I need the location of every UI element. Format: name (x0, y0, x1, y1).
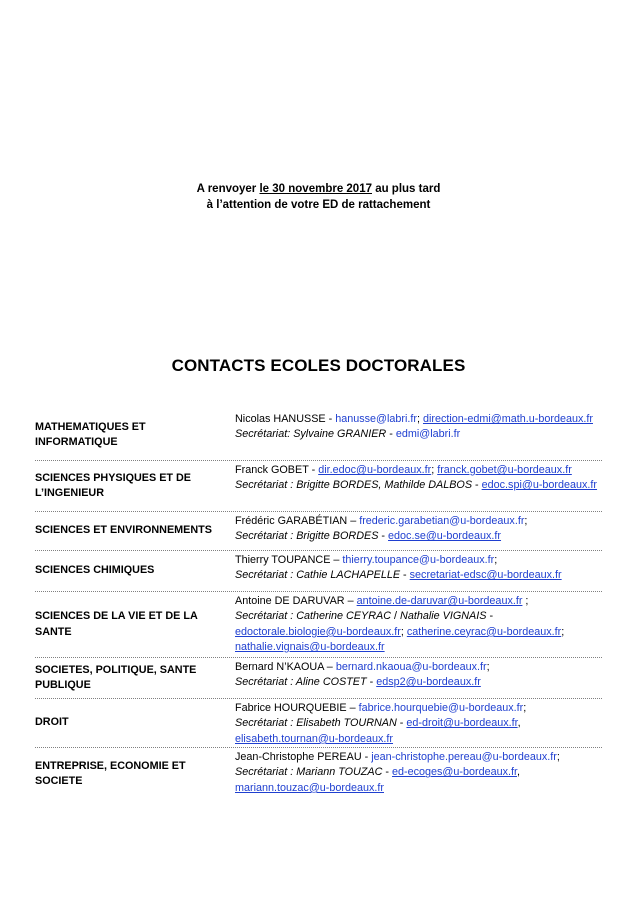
email-link[interactable]: secretariat-edsc@u-bordeaux.fr (409, 569, 562, 582)
secretariat-line: Secrétariat : Elisabeth TOURNAN - ed-droit@u-bordeaux.fr, (235, 717, 521, 730)
table-row (35, 748, 602, 800)
secretariat-line: Secrétariat : Cathie LACHAPELLE - secretariat-edsc@u-bordeaux.fr (235, 569, 562, 582)
director-line: Jean-Christophe PEREAU - jean-christophe.pereau@u-bordeaux.fr; (235, 751, 560, 763)
contact-info (235, 699, 602, 747)
secretariat-line: Secrétariat : Brigitte BORDES, Mathilde DALBOS - edoc.spi@u-bordeaux.fr (235, 479, 598, 492)
director-line: Bernard N’KAOUA – bernard.nkaoua@u-bordeaux.fr; (235, 661, 490, 673)
email-link[interactable]: jean-christophe.pereau@u-bordeaux.fr (371, 751, 557, 763)
secretariat-line: Secrétariat : Mariann TOUZAC - ed-ecoges@u-bordeaux.fr, (235, 766, 521, 779)
email-link[interactable]: ed-ecoges@u-bordeaux.fr (392, 766, 518, 779)
table-row (35, 592, 602, 658)
table-row (35, 461, 602, 512)
email-link[interactable]: antoine.de-daruvar@u-bordeaux.fr (356, 595, 523, 607)
email-link[interactable]: edoc.spi@u-bordeaux.fr (481, 479, 598, 492)
contact-info (235, 512, 602, 550)
school-name: SCIENCES CHIMIQUES (35, 564, 155, 577)
school-name: SCIENCES PHYSIQUES ET DE L’INGENIEUR (35, 471, 191, 499)
email-link[interactable]: edoctorale.biologie@u-bordeaux.fr (235, 625, 401, 638)
table-row (35, 551, 602, 592)
email-line (235, 781, 602, 796)
table-row (35, 699, 602, 748)
school-name: SCIENCES DE LA VIE ET DE LA SANTE (35, 610, 198, 638)
email-link[interactable]: fabrice.hourquebie@u-bordeaux.fr (358, 702, 524, 714)
email-link[interactable]: mariann.touzac@u-bordeaux.fr (235, 781, 384, 794)
director-line: Antoine DE DARUVAR – antoine.de-daruvar@u-bordeaux.fr ; (235, 595, 529, 607)
table-row (35, 658, 602, 699)
email-link[interactable]: dir.edoc@u-bordeaux.fr (318, 464, 432, 476)
secretariat-line: Secrétariat : Catherine CEYRAC / Nathalie VIGNAIS - (235, 610, 494, 623)
secretariat-line: Secrétariat : Brigitte BORDES - edoc.se@u-bordeaux.fr (235, 530, 502, 543)
school-name: DROIT (35, 716, 69, 729)
table-row (35, 512, 602, 551)
contact-info (235, 551, 602, 591)
email-line (235, 732, 602, 747)
school-name: MATHEMATIQUES ET INFORMATIQUE (35, 420, 146, 448)
email-link[interactable]: bernard.nkaoua@u-bordeaux.fr (335, 661, 487, 673)
email-link[interactable]: edoc.se@u-bordeaux.fr (388, 530, 502, 543)
contact-info (235, 592, 602, 657)
email-link[interactable]: thierry.toupance@u-bordeaux.fr (342, 554, 495, 566)
email-link[interactable]: edmi@labri.fr (395, 428, 461, 441)
deadline-date: le 30 novembre 2017 (259, 183, 372, 195)
school-name: ENTREPRISE, ECONOMIE ET SOCIETE (35, 759, 186, 787)
email-link[interactable]: catherine.ceyrac@u-bordeaux.fr (406, 625, 562, 638)
page-title: CONTACTS ECOLES DOCTORALES (171, 356, 466, 375)
contact-info (235, 748, 602, 800)
secretariat-line: Secrétariat : Aline COSTET - edsp2@u-bordeaux.fr (235, 676, 481, 689)
director-line: Frédéric GARABÉTIAN – frederic.garabetian@u-bordeaux.fr; (235, 515, 528, 527)
email-link[interactable]: franck.gobet@u-bordeaux.fr (437, 464, 572, 476)
email-line: edoctorale.biologie@u-bordeaux.fr; catherine.ceyrac@u-bordeaux.fr; (235, 625, 565, 638)
director-line: Franck GOBET - dir.edoc@u-bordeaux.fr; franck.gobet@u-bordeaux.fr (235, 464, 572, 476)
email-link[interactable]: direction-edmi@math.u-bordeaux.fr (422, 413, 593, 425)
return-notice (0, 181, 637, 213)
email-line (235, 640, 602, 655)
contact-info (235, 461, 602, 511)
email-link[interactable]: ed-droit@u-bordeaux.fr (406, 717, 518, 730)
contacts-table (35, 410, 602, 800)
table-row (35, 410, 602, 461)
school-name: SCIENCES ET ENVIRONNEMENTS (35, 524, 212, 537)
secretariat-line: Secrétariat: Sylvaine GRANIER - edmi@labri.fr (235, 428, 461, 441)
school-name: SOCIETES, POLITIQUE, SANTE PUBLIQUE (35, 663, 197, 691)
director-line: Fabrice HOURQUEBIE – fabrice.hourquebie@u-bordeaux.fr; (235, 702, 527, 714)
email-link[interactable]: frederic.garabetian@u-bordeaux.fr (359, 515, 525, 527)
director-line: Thierry TOUPANCE – thierry.toupance@u-bordeaux.fr; (235, 554, 498, 566)
email-link[interactable]: edsp2@u-bordeaux.fr (376, 676, 481, 689)
contact-info (235, 410, 602, 460)
email-link[interactable]: nathalie.vignais@u-bordeaux.fr (235, 641, 385, 654)
email-link[interactable]: elisabeth.tournan@u-bordeaux.fr (235, 732, 394, 745)
email-link[interactable]: hanusse@labri.fr (335, 413, 417, 425)
notice-line-2: à l’attention de votre ED de rattachement (206, 199, 431, 211)
notice-line-1: A renvoyer le 30 novembre 2017 au plus tard (196, 183, 441, 195)
director-line: Nicolas HANUSSE - hanusse@labri.fr; direction-edmi@math.u-bordeaux.fr (235, 413, 593, 425)
contact-info (235, 658, 602, 698)
